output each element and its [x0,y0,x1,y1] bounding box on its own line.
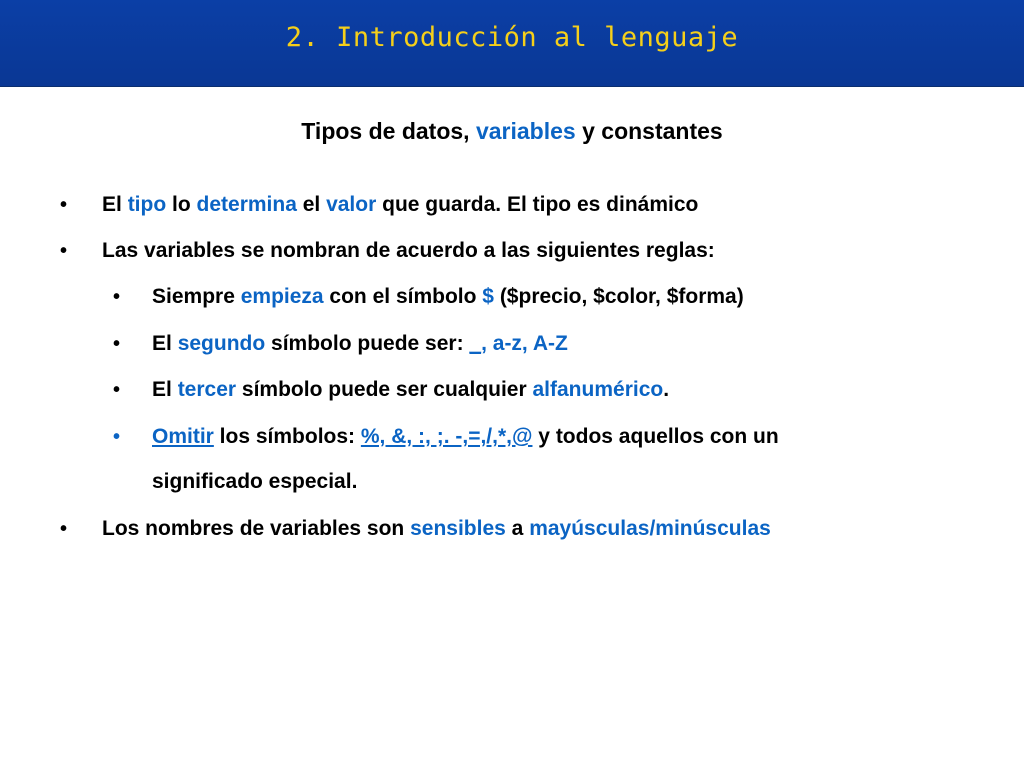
highlight-determina: determina [196,193,297,216]
sublist-item-omitir [152,425,779,449]
subtitle-post: y constantes [575,118,723,144]
sublist-item-segundo [152,332,568,356]
subtitle-pre: Tipos de datos, [301,118,476,144]
list-item-reglas: Las variables se nombran de acuerdo a las siguientes reglas: [102,239,715,262]
highlight-alfanumerico: alfanumérico [532,378,664,401]
sublist-item-empieza [152,285,744,309]
highlight-empieza: empieza [240,285,324,308]
text-run: Los nombres de variables son [102,517,411,540]
highlight-segundo: segundo [177,332,266,355]
text-run: Siempre [152,285,241,308]
bullet-icon: • [113,426,121,448]
text-run: El [152,378,178,401]
bullet-icon: • [60,194,68,216]
sublist-item-tercer [152,378,669,402]
slide-title: 2. Introducción al lenguaje [285,22,739,53]
highlight-sensibles: sensibles [410,517,506,540]
text-run: símbolo puede ser cualquier [236,378,533,401]
highlight-mayusculas: mayúsculas/minúsculas [529,517,771,540]
text-run: . [663,378,670,401]
text-run: que guarda. El tipo es dinámico [376,193,699,216]
list-item-tipo [102,193,698,217]
symbols-link[interactable]: %, &, :, ;. -,=,/,*,@ [360,425,533,448]
omitir-link[interactable]: Omitir [152,425,214,448]
highlight-dollar: $ [482,285,494,308]
highlight-tipo: tipo [127,193,167,216]
text-run: símbolo puede ser: [265,332,470,355]
slide-header [0,0,1024,87]
text-run: ($precio, $color, $forma) [493,285,744,308]
text-run: los símbolos: [213,425,361,448]
bullet-icon: • [113,333,121,355]
highlight-tercer: tercer [177,378,237,401]
list-item-sensibles [102,517,771,541]
text-run: lo [166,193,197,216]
bullet-icon: • [113,379,121,401]
bullet-icon: • [113,286,121,308]
text-run: y todos aquellos con un [532,425,779,448]
subtitle-highlight: variables [475,118,576,144]
highlight-ranges: , a-z, A-Z [481,332,568,355]
slide-subtitle [0,118,1024,145]
text-run: El [102,193,128,216]
highlight-valor: valor [326,193,377,216]
text-run: a [505,517,530,540]
text-run: el [296,193,327,216]
text-run: con el símbolo [323,285,483,308]
bullet-icon: • [60,240,68,262]
bullet-icon: • [60,518,68,540]
underscore-link[interactable]: _ [469,332,482,355]
sublist-item-omitir-continued: significado especial. [152,470,358,493]
text-run: El [152,332,178,355]
